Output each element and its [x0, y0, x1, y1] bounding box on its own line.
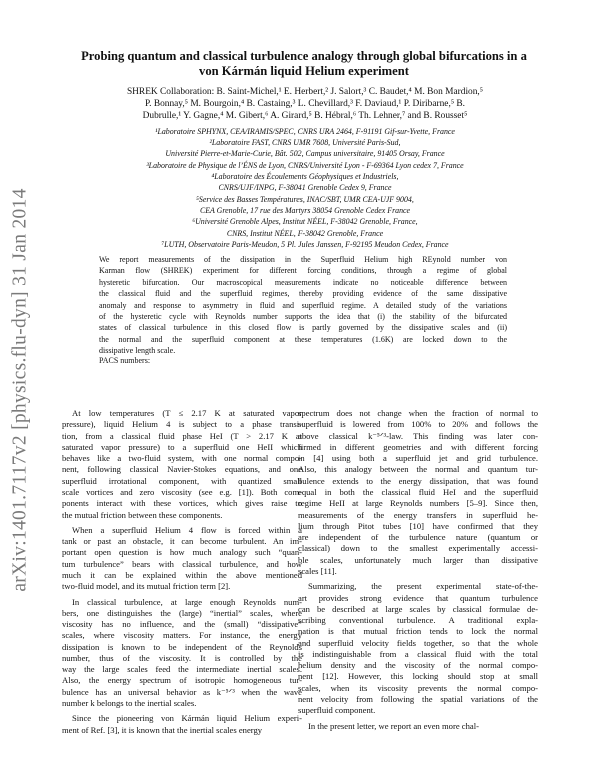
body-line: tank or past an obstacle, it can become turbulent. An im- [62, 536, 302, 547]
body-line: classical) down to the smallest experimentally accessi- [298, 543, 538, 554]
body-line: and superfluid velocity fields together, so that the whole [298, 637, 538, 648]
body-line: regime HeII at large Reynolds numbers [5–9]. Since then, [298, 498, 538, 509]
body-line: helium density and the viscosity of the normal compo- [298, 660, 538, 671]
author-line: SHREK Collaboration: B. Saint-Michel,¹ E. Herbert,² J. Salort,³ C. Baudet,⁴ M. Bon Mardion,⁵ [126, 87, 484, 97]
body-line: tum turbulence” bears with classical turbulence, and how [62, 558, 302, 569]
abstract-line: We report measurements of the dissipation in the Superfluid Helium high REynold number von [99, 255, 507, 264]
body-line: Also, the energy spectrum of isotropic homogeneous tur- [62, 675, 302, 686]
body-line: nation is that mutual friction tends to lock the normal [298, 626, 538, 637]
body-line: saturated vapor pressure) to a superfluid one HeII which [62, 441, 302, 452]
abstract-line: the normal and the superfluid component at these temperatures (1.6K) are locked down to the [99, 334, 507, 344]
affiliation-line: ⁶Université Grenoble Alpes, Institut NÉEL, F-38042 Grenoble, France, [192, 217, 418, 227]
body-line: bulence extends to the energy dissipation, that was found [298, 475, 538, 486]
body-line: can be described at large scales by classical formulae de- [298, 603, 538, 614]
body-line: above classical k⁻⁵ᐟ³-law. This finding was later con- [298, 430, 538, 441]
body-line: When a superfluid Helium 4 flow is forced within a [72, 524, 302, 535]
affiliation-line: ⁴Laboratoire des Écoulements Géophysiques et Industriels, [211, 171, 399, 181]
affiliation-line: ²Laboratoire FAST, CNRS UMR 7608, Université Paris-Sud, [209, 137, 401, 147]
body-line: art provides strong evidence that quantum turbulence [298, 592, 538, 603]
body-line: firmed in different geometries and with different forcing [298, 441, 538, 452]
abstract-line: dissipative length scale. [99, 346, 176, 356]
arxiv-identifier-sidebar [6, 180, 36, 600]
body-line: lium through Pitot tubes [10] have confirmed that they [298, 520, 538, 531]
body-line: number, thus of the viscosity. It is controlled by the [62, 652, 302, 663]
body-line: ponents interact with these vortices, which gives raise to [62, 498, 302, 509]
body-line: is indistinguishable from a classical fluid with the total [298, 648, 538, 659]
body-paragraph [62, 597, 302, 710]
affiliation-line: ⁷LUTH, Observatoire Paris-Meudon, 5 Pl. Jules Janssen, F-92195 Meudon Cedex, France [161, 239, 449, 249]
body-paragraph [62, 525, 302, 593]
title-line: von Kármán liquid Helium experiment [199, 64, 409, 78]
body-line: bulence has an universal behavior as k⁻⁵ᐟ³ when the wave [62, 686, 302, 697]
body-paragraph [298, 581, 538, 716]
affiliation-line: ¹Laboratoire SPHYNX, CEA/IRAMIS/SPEC, CNRS URA 2464, F-91191 Gif-sur-Yvette, France [155, 126, 455, 136]
affiliation-line: CNRS/UJF/INPG, F-38041 Grenoble Cedex 9, France [218, 183, 392, 193]
body-line: In the present letter, we report an even more chal- [308, 720, 479, 731]
body-line: much it can be explained within the above mentioned [62, 569, 302, 580]
author-line: Dubrulle,¹ Y. Gagne,⁴ M. Gibert,⁶ A. Girard,⁵ B. Hébral,⁶ Th. Lehner,⁷ and B. Rousset⁵ [142, 111, 468, 122]
body-paragraph [298, 408, 538, 577]
pacs-numbers: PACS numbers: [99, 356, 151, 365]
body-line: tion, from a classical fluid phase HeI (T > 2.17 K at [62, 430, 302, 441]
body-line: nent [12]. However, this locking should stop at small [298, 671, 538, 682]
body-line: viscosity has no influence, and the (small) “dissipative” [62, 619, 302, 630]
author-list [80, 86, 530, 123]
affiliation-line: ³Laboratoire de Physique de l’ÉNS de Lyon, CNRS/Université Lyon - F-69364 Lyon cedex 7, France [146, 160, 464, 170]
affiliation-line: CNRS, Institut NÉEL, F-38042 Grenoble, France [226, 228, 384, 238]
body-line: nent, following classical Navier-Stokes equations, and one [62, 464, 302, 475]
paper-title [62, 49, 546, 79]
abstract-line: anomaly and response to asymmetry in fluid and superfluid regime. A detailed study of the variations [99, 300, 507, 310]
body-line: nent velocity from following the spatial variations of the [298, 694, 538, 705]
body-line: scales, where viscosity matters. For instance, the energy [62, 630, 302, 641]
arxiv-id: arXiv:1401.7117v2 [physics.flu-dyn] 31 Jan 2014 [10, 188, 31, 592]
body-line: portant open question is how much analogy such “quan- [62, 547, 302, 558]
abstract-line: hysteretic bifurcation. Our macroscopical measurements indicate no noticeable difference between [99, 277, 507, 287]
body-line: scale vortices and zero viscosity (see e.g. [1]). Both com- [62, 486, 302, 497]
body-line: Summarizing, the present experimental state-of-the- [308, 581, 538, 592]
body-line: ment of Ref. [3], it is known that the inertial scales energy [62, 724, 263, 735]
abstract-line: of the hysteretic cycle with Reynolds number supports the idea that (i) the stability of the bifurcated [99, 312, 507, 322]
body-paragraph [62, 713, 302, 736]
body-line: scribing conventional turbulence. A traditional expla- [298, 615, 538, 626]
body-line: bers, one distinguishes the (large) “inertial” scales, where [62, 607, 302, 618]
body-line: number k belongs to the inertial scales. [62, 698, 197, 709]
body-line: measurements of the energy transfers in superfluid he- [298, 509, 538, 520]
body-line: superfluid is lowered from 100% to 20% and follows the [298, 419, 538, 430]
affiliation-line: ⁵Service des Basses Températures, INAC/SBT, UMR CEA-UJF 9004, [196, 194, 414, 204]
body-line: scales, when its viscosity prevents the normal compo- [298, 682, 538, 693]
body-line: In classical turbulence, at large enough Reynolds num- [72, 596, 302, 607]
affiliation-line: CEA Grenoble, 17 rue des Martyrs 38054 Grenoble Cedex France [199, 205, 411, 215]
body-line: pressure), liquid Helium 4 is subject to a phase transi- [62, 419, 302, 430]
body-line: Also, this analogy between the normal and quantum tur- [298, 464, 538, 475]
abstract [99, 254, 507, 357]
body-line: dissipation is known to be independent of the Reynolds [62, 641, 302, 652]
body-line: superfluid component. [298, 705, 376, 716]
body-line: behaves like a two-fluid system, with one normal compo- [62, 453, 302, 464]
abstract-line: states of classical turbulence in this closed flow is partly governed by the dissipative scales and (ii) [99, 323, 507, 333]
body-line: the mutual friction between these components. [62, 509, 223, 520]
body-paragraph [62, 408, 302, 521]
abstract-line: the classical fluid and the superfluid regimes, thereby providing evidence of the same dissipative [99, 289, 507, 299]
affiliation-list [80, 126, 530, 251]
body-column-left [62, 408, 302, 736]
body-line: in [4] using both a superfluid jet and grid turbulence. [298, 453, 538, 464]
body-paragraph [298, 721, 538, 732]
abstract-line: Karman flow (SHREK) experiment for different forcing conditions, through a regime of global [99, 266, 507, 276]
body-line: superfluid irrotational component, with quantized small [62, 475, 302, 486]
body-line: scales [11]. [298, 565, 337, 576]
body-line: Since the pioneering von Kármán liquid Helium experi- [72, 713, 302, 724]
body-line: way the large scales feed the intermediate inertial scales. [62, 664, 302, 675]
body-line: ble scales, unfortunately much larger than dissipative [298, 554, 538, 565]
body-line: equal in both the classical fluid HeI and the superfluid [298, 486, 538, 497]
body-line: two-fluid model, and its mutual friction term [2]. [62, 581, 231, 592]
author-line: P. Bonnay,⁵ M. Bourgoin,⁴ B. Castaing,³ L. Chevillard,³ F. Daviaud,¹ P. Diribarne,⁵ B. [144, 99, 466, 110]
body-line: spectrum does not change when the fraction of normal to [298, 408, 538, 418]
body-line: are independent of the turbulence nature (quantum or [298, 532, 538, 543]
body-line: At low temperatures (T ≤ 2.17 K at saturated vapor [72, 408, 302, 418]
affiliation-line: Université Pierre-et-Marie-Curie, Bât. 502, Campus universitaire, 91405 Orsay, France [165, 149, 445, 159]
title-line: Probing quantum and classical turbulence analogy through global bifurcations in a [81, 49, 527, 63]
body-column-right [298, 408, 538, 732]
